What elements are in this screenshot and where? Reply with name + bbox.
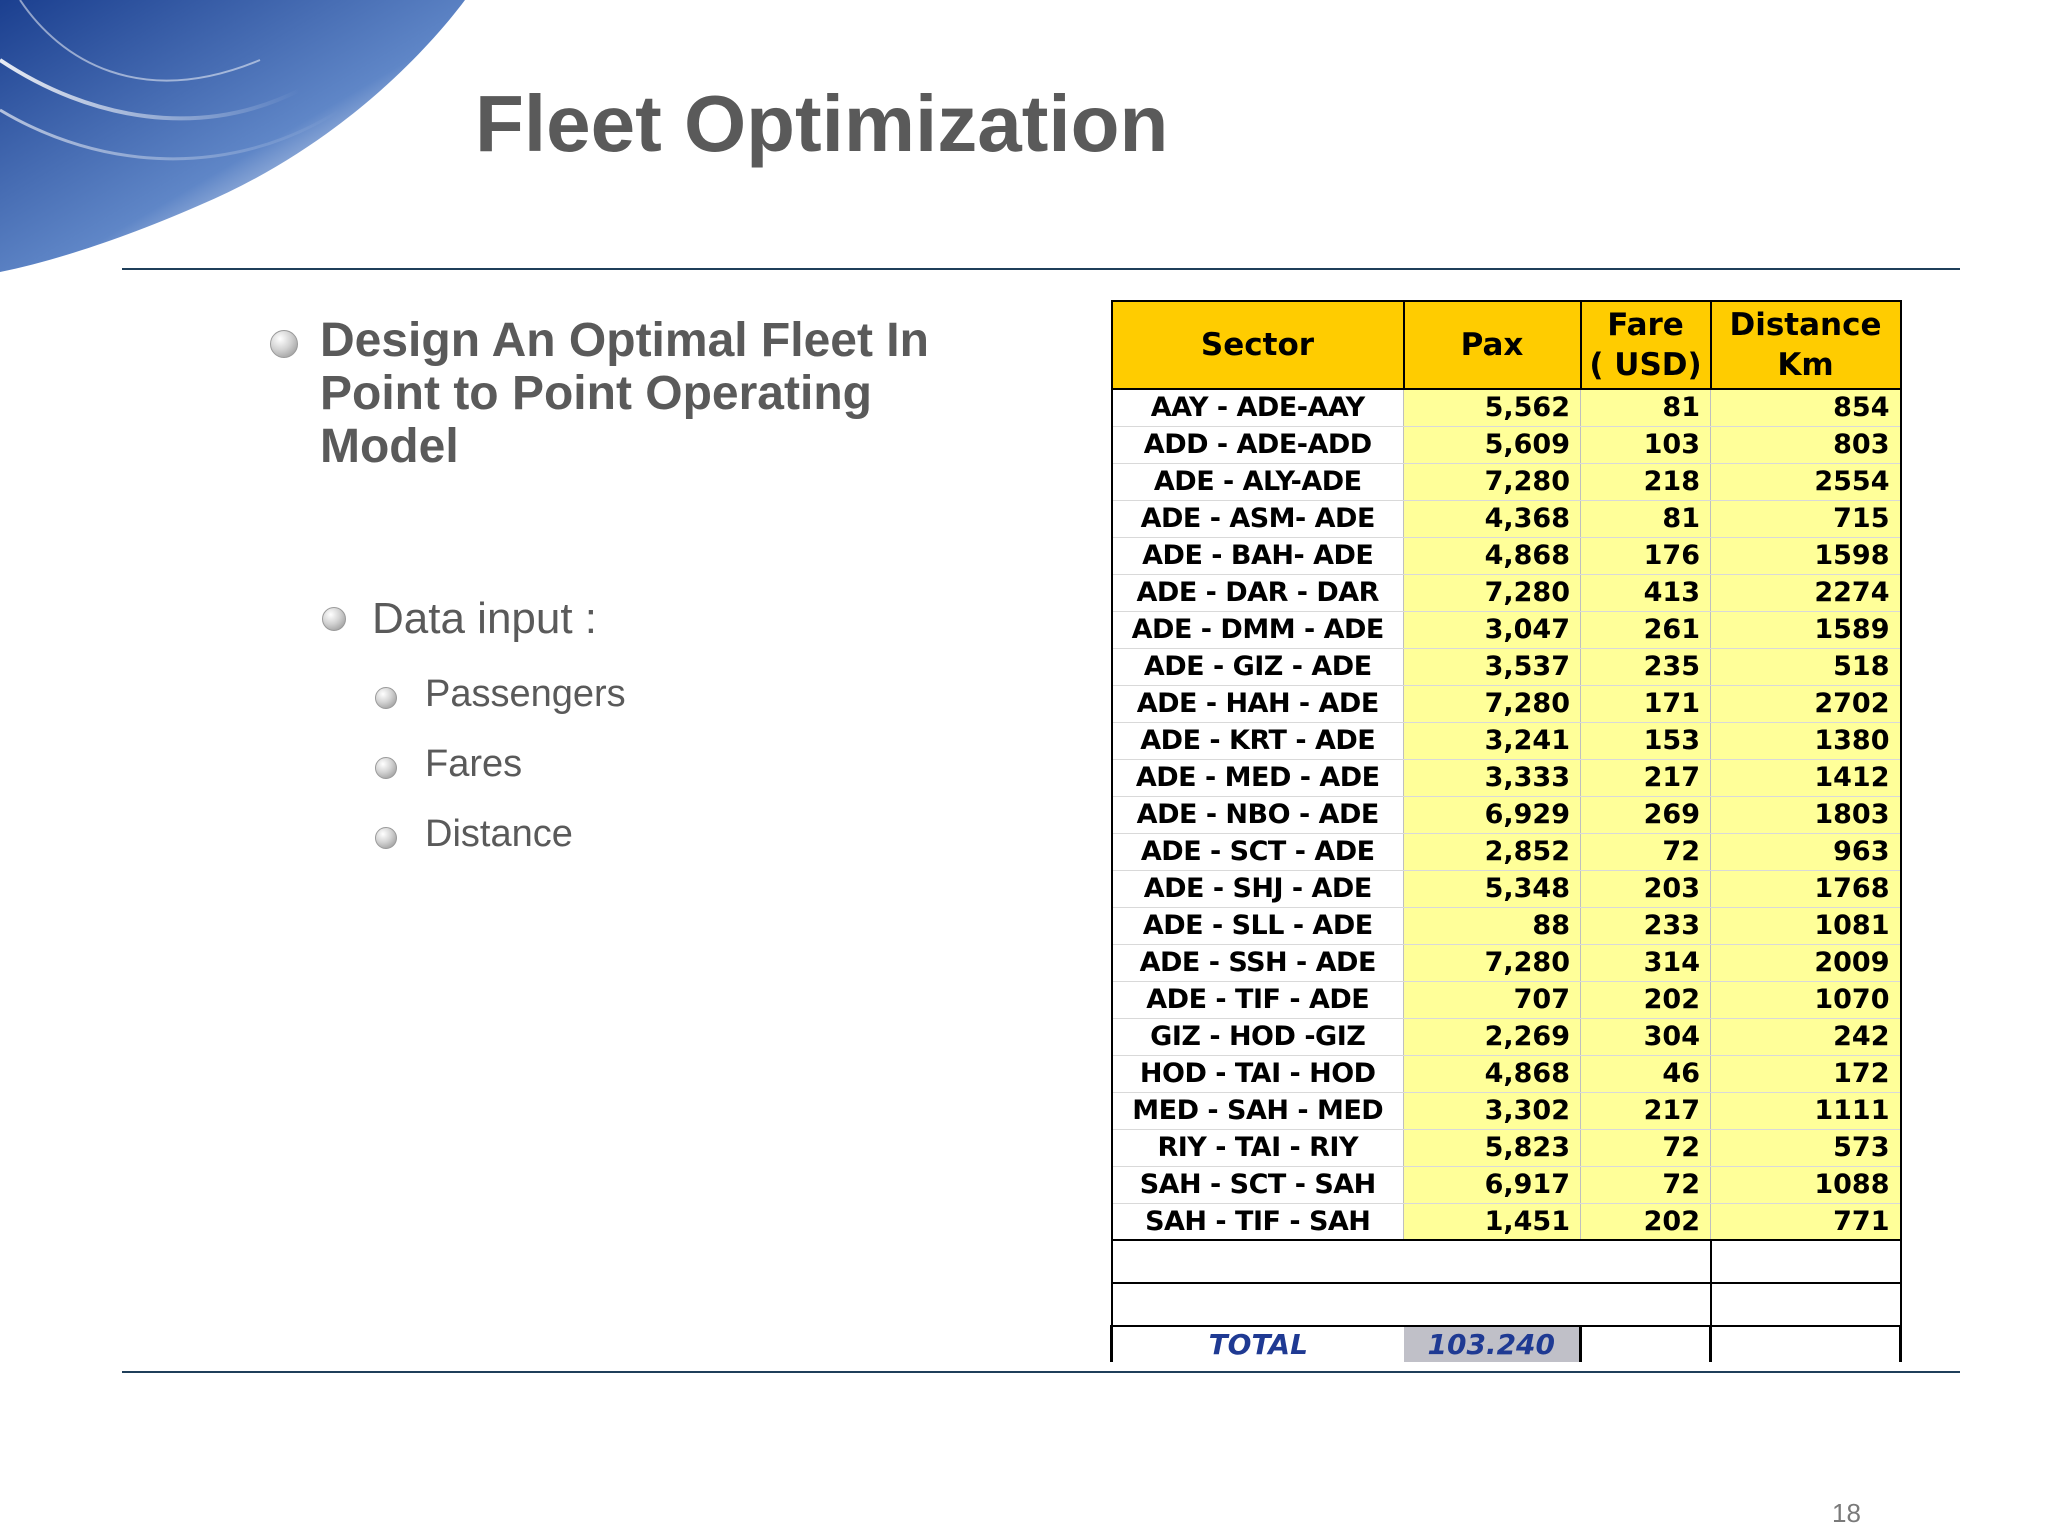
cell-sector: ADE - DAR - DAR [1112,574,1404,611]
total-value: 103.240 [1404,1326,1581,1362]
table-row [1112,1055,1901,1092]
table-row [1112,389,1901,426]
table-row [1112,648,1901,685]
cell-sector: ADE - TIF - ADE [1112,981,1404,1018]
cell-sector: ADE - SCT - ADE [1112,833,1404,870]
cell-pax: 2,852 [1404,833,1581,870]
cell-pax: 3,241 [1404,722,1581,759]
total-empty-cell [1711,1326,1901,1362]
cell-fare: 46 [1581,1055,1711,1092]
decorative-swoosh-graphic [0,0,470,285]
cell-fare: 81 [1581,389,1711,426]
cell-pax: 3,537 [1404,648,1581,685]
cell-sector: ADE - ASM- ADE [1112,500,1404,537]
cell-pax: 1,451 [1404,1203,1581,1240]
cell-pax: 5,562 [1404,389,1581,426]
cell-sector: SAH - TIF - SAH [1112,1203,1404,1240]
cell-sector: ADE - HAH - ADE [1112,685,1404,722]
table-row [1112,796,1901,833]
total-row [1112,1326,1901,1362]
blank-row [1112,1283,1901,1326]
cell-sector: ADE - SLL - ADE [1112,907,1404,944]
sub-bullet-text: Data input : [372,594,598,643]
cell-pax: 4,868 [1404,537,1581,574]
cell-distance: 1803 [1711,796,1901,833]
cell-pax: 3,302 [1404,1092,1581,1129]
cell-pax: 4,368 [1404,500,1581,537]
cell-fare: 218 [1581,463,1711,500]
cell-pax: 4,868 [1404,1055,1581,1092]
table-row [1112,907,1901,944]
bullet-icon [322,607,346,631]
table-row [1112,574,1901,611]
header-distance-line2: Km [1777,347,1834,383]
cell-pax: 6,917 [1404,1166,1581,1203]
cell-distance: 172 [1711,1055,1901,1092]
cell-sector: ADD - ADE-ADD [1112,426,1404,463]
cell-fare: 202 [1581,1203,1711,1240]
cell-sector: GIZ - HOD -GIZ [1112,1018,1404,1055]
table-row [1112,1092,1901,1129]
cell-pax: 5,348 [1404,870,1581,907]
blank-row [1112,1240,1901,1283]
cell-fare: 72 [1581,1166,1711,1203]
cell-pax: 707 [1404,981,1581,1018]
cell-fare: 261 [1581,611,1711,648]
slide-title: Fleet Optimization [475,79,1169,168]
cell-distance: 771 [1711,1203,1901,1240]
table-row [1112,981,1901,1018]
cell-sector: ADE - KRT - ADE [1112,722,1404,759]
cell-distance: 963 [1711,833,1901,870]
cell-fare: 235 [1581,648,1711,685]
table-row [1112,1166,1901,1203]
cell-distance: 1768 [1711,870,1901,907]
cell-sector: ADE - MED - ADE [1112,759,1404,796]
bottom-divider [122,1371,1960,1373]
cell-distance: 2702 [1711,685,1901,722]
header-distance-line1: Distance [1729,307,1882,343]
cell-distance: 1598 [1711,537,1901,574]
cell-distance: 854 [1711,389,1901,426]
sub-item-distance: Distance [425,813,573,855]
total-empty-cell [1581,1326,1711,1362]
cell-distance: 1412 [1711,759,1901,796]
cell-distance: 2009 [1711,944,1901,981]
cell-sector: RIY - TAI - RIY [1112,1129,1404,1166]
cell-fare: 81 [1581,500,1711,537]
cell-sector: ADE - GIZ - ADE [1112,648,1404,685]
blank-cell [1581,1283,1711,1326]
blank-cell [1711,1283,1901,1326]
cell-fare: 413 [1581,574,1711,611]
blank-cell [1112,1240,1581,1283]
blank-cell [1112,1283,1581,1326]
table-row [1112,500,1901,537]
cell-fare: 217 [1581,759,1711,796]
cell-distance: 2554 [1711,463,1901,500]
cell-distance: 518 [1711,648,1901,685]
table-row [1112,463,1901,500]
table-row [1112,1018,1901,1055]
cell-sector: HOD - TAI - HOD [1112,1055,1404,1092]
table-row [1112,1129,1901,1166]
cell-fare: 203 [1581,870,1711,907]
bullet-icon [375,757,397,779]
cell-pax: 5,609 [1404,426,1581,463]
cell-sector: MED - SAH - MED [1112,1092,1404,1129]
cell-fare: 72 [1581,833,1711,870]
cell-sector: ADE - ALY-ADE [1112,463,1404,500]
table-row [1112,1203,1901,1240]
sector-data-table [1110,300,1902,1362]
cell-distance: 1081 [1711,907,1901,944]
cell-sector: AAY - ADE-AAY [1112,389,1404,426]
cell-fare: 269 [1581,796,1711,833]
cell-pax: 6,929 [1404,796,1581,833]
header-fare-line2: ( USD) [1589,347,1702,383]
cell-distance: 803 [1711,426,1901,463]
cell-distance: 1088 [1711,1166,1901,1203]
table-row [1112,426,1901,463]
table-row [1112,685,1901,722]
cell-distance: 2274 [1711,574,1901,611]
cell-fare: 176 [1581,537,1711,574]
blank-cell [1581,1240,1711,1283]
sub-item-fares: Fares [425,743,523,785]
cell-fare: 233 [1581,907,1711,944]
cell-pax: 2,269 [1404,1018,1581,1055]
bullet-icon [375,827,397,849]
cell-distance: 573 [1711,1129,1901,1166]
cell-distance: 1070 [1711,981,1901,1018]
table-row [1112,611,1901,648]
cell-distance: 1380 [1711,722,1901,759]
cell-sector: ADE - SSH - ADE [1112,944,1404,981]
cell-sector: ADE - NBO - ADE [1112,796,1404,833]
cell-distance: 715 [1711,500,1901,537]
cell-fare: 202 [1581,981,1711,1018]
cell-fare: 171 [1581,685,1711,722]
cell-distance: 242 [1711,1018,1901,1055]
cell-distance: 1111 [1711,1092,1901,1129]
header-sector: Sector [1112,301,1404,389]
cell-fare: 153 [1581,722,1711,759]
bullet-icon [270,330,298,358]
cell-pax: 7,280 [1404,944,1581,981]
table-row [1112,537,1901,574]
cell-pax: 7,280 [1404,574,1581,611]
cell-fare: 217 [1581,1092,1711,1129]
table-row [1112,833,1901,870]
cell-pax: 7,280 [1404,685,1581,722]
cell-pax: 3,333 [1404,759,1581,796]
table-row [1112,944,1901,981]
cell-fare: 103 [1581,426,1711,463]
cell-sector: ADE - DMM - ADE [1112,611,1404,648]
cell-sector: ADE - BAH- ADE [1112,537,1404,574]
main-bullet-text: Design An Optimal Fleet In Point to Point Operating Model [320,314,929,473]
cell-fare: 314 [1581,944,1711,981]
cell-pax: 5,823 [1404,1129,1581,1166]
bullet-icon [375,687,397,709]
table-row [1112,759,1901,796]
cell-fare: 304 [1581,1018,1711,1055]
header-fare-line1: Fare [1607,307,1684,343]
total-label: TOTAL [1112,1326,1404,1362]
header-pax: Pax [1404,301,1581,389]
cell-distance: 1589 [1711,611,1901,648]
blank-cell [1711,1240,1901,1283]
cell-sector: SAH - SCT - SAH [1112,1166,1404,1203]
page-number: 18 [1832,1498,1861,1528]
table-row [1112,870,1901,907]
table-row [1112,722,1901,759]
cell-fare: 72 [1581,1129,1711,1166]
sub-item-passengers: Passengers [425,673,626,715]
header-fare [1581,301,1711,389]
top-divider [122,268,1960,270]
cell-sector: ADE - SHJ - ADE [1112,870,1404,907]
cell-pax: 7,280 [1404,463,1581,500]
cell-pax: 88 [1404,907,1581,944]
cell-pax: 3,047 [1404,611,1581,648]
header-distance [1711,301,1901,389]
